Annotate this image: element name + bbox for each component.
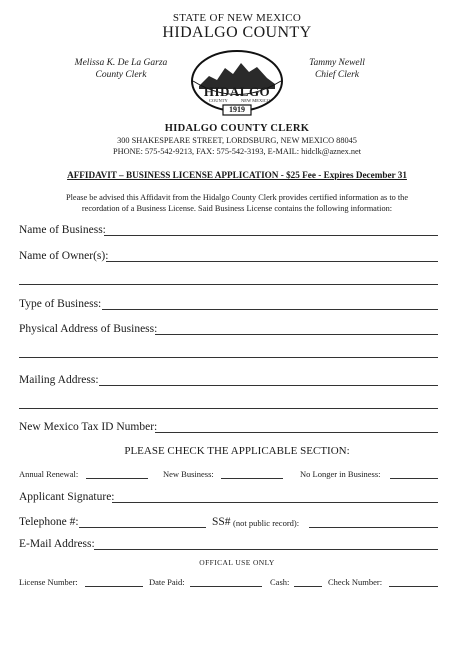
county-seal <box>187 48 287 116</box>
official-use-heading: OFFICAL USE ONLY <box>199 558 275 567</box>
tax-id-label: New Mexico Tax ID Number: <box>19 421 158 433</box>
county-clerk-title: County Clerk <box>95 70 147 80</box>
no-longer-field[interactable] <box>390 478 438 479</box>
owner-name-label: Name of Owner(s): <box>19 250 109 262</box>
mailing-address-field-extra[interactable] <box>19 408 438 409</box>
intro-line-1: Please be advised this Affidavit from the Hidalgo County Clerk provides certified information as to the <box>65 193 409 202</box>
mailing-address-label: Mailing Address: <box>19 374 99 386</box>
telephone-field[interactable] <box>79 527 206 528</box>
check-heading: PLEASE CHECK THE APPLICABLE SECTION: <box>124 445 350 457</box>
office-address: 300 SHAKESPEARE STREET, LORDSBURG, NEW MEXICO 88045 <box>117 136 357 145</box>
new-business-label: New Business: <box>163 469 214 479</box>
office-contact: PHONE: 575-542-9213, FAX: 575-542-3193, E-MAIL: hidclk@aznex.net <box>112 147 362 156</box>
seal-state-word: NEW MEXICO <box>241 98 271 103</box>
business-name-label: Name of Business: <box>19 224 106 236</box>
license-number-label: License Number: <box>19 577 78 587</box>
form-heading: AFFIDAVIT – BUSINESS LICENSE APPLICATION - $25 Fee - Expires December 31 <box>67 170 407 180</box>
mailing-address-field[interactable] <box>99 385 438 386</box>
seal-county-word: COUNTY <box>209 98 228 103</box>
check-number-field[interactable] <box>389 586 438 587</box>
chief-clerk-name: Tammy Newell <box>309 58 365 68</box>
business-type-field[interactable] <box>102 309 438 310</box>
chief-clerk-title: Chief Clerk <box>314 70 360 80</box>
telephone-label: Telephone #: <box>19 516 79 528</box>
business-type-label: Type of Business: <box>19 298 102 310</box>
annual-renewal-field[interactable] <box>86 478 148 479</box>
date-paid-field[interactable] <box>190 586 262 587</box>
county-clerk-name: Melissa K. De La Garza <box>74 58 168 68</box>
physical-address-label: Physical Address of Business: <box>19 323 158 335</box>
physical-address-field[interactable] <box>155 334 438 335</box>
check-number-label: Check Number: <box>328 577 383 587</box>
license-number-field[interactable] <box>85 586 143 587</box>
ssn-note: (not public record): <box>233 518 300 528</box>
state-title: STATE OF NEW MEXICO <box>172 12 302 24</box>
seal-year: 1919 <box>229 105 245 114</box>
tax-id-field[interactable] <box>155 432 438 433</box>
email-label: E-Mail Address: <box>19 538 95 550</box>
new-business-field[interactable] <box>221 478 283 479</box>
annual-renewal-label: Annual Renewal: <box>19 469 79 479</box>
ssn-field[interactable] <box>309 527 438 528</box>
chief-clerk-block <box>282 57 392 81</box>
no-longer-label: No Longer in Business: <box>300 469 381 479</box>
business-name-field[interactable] <box>104 235 438 236</box>
owner-name-field[interactable] <box>106 261 438 262</box>
intro-line-2: recordation of a Business License. Said Business License contains the following information: <box>81 204 393 213</box>
county-title: HIDALGO COUNTY <box>162 24 312 41</box>
physical-address-field-extra[interactable] <box>19 357 438 358</box>
office-title: HIDALGO COUNTY CLERK <box>164 123 310 134</box>
seal-name: HIDALGO <box>203 84 271 99</box>
email-field[interactable] <box>94 549 438 550</box>
signature-field[interactable] <box>112 502 438 503</box>
cash-label: Cash: <box>270 577 290 587</box>
ssn-label: SS# <box>212 516 231 528</box>
date-paid-label: Date Paid: <box>149 577 185 587</box>
cash-field[interactable] <box>294 586 322 587</box>
signature-label: Applicant Signature: <box>19 491 115 503</box>
owner-name-field-extra[interactable] <box>19 284 438 285</box>
county-clerk-block <box>56 57 186 81</box>
